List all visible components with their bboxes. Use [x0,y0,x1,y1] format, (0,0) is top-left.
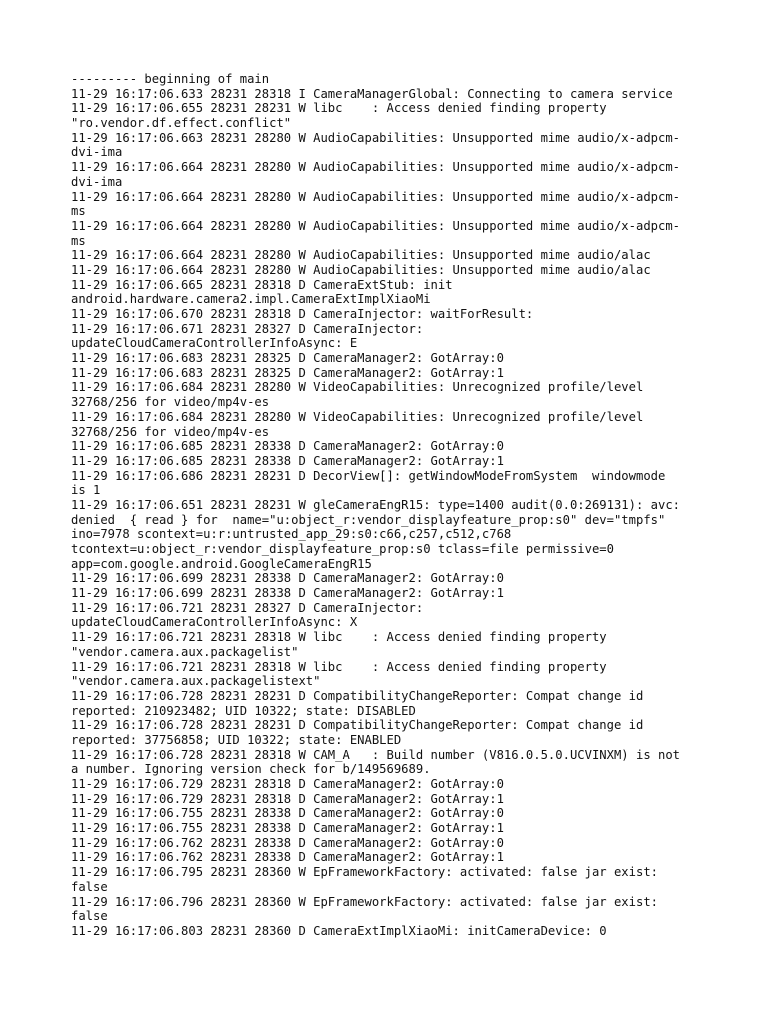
log-line: ino=7978 scontext=u:r:untrusted_app_29:s0:c66,c257,c512,c768 [71,527,512,542]
log-line: is 1 [71,483,101,498]
log-line: android.hardware.camera2.impl.CameraExtImplXiaoMi [71,292,431,307]
log-line: 11-29 16:17:06.729 28231 28318 D CameraManager2: GotArray:1 [71,791,504,806]
log-line: 11-29 16:17:06.755 28231 28338 D CameraManager2: GotArray:0 [71,806,504,821]
log-line: 11-29 16:17:06.664 28231 28280 W AudioCapabilities: Unsupported mime audio/alac [71,248,651,263]
log-line: false [71,909,108,924]
log-line: 11-29 16:17:06.755 28231 28338 D CameraManager2: GotArray:1 [71,821,504,836]
log-line: 11-29 16:17:06.721 28231 28318 W libc : Access denied finding property [71,659,607,674]
log-line: 11-29 16:17:06.795 28231 28360 W EpFrameworkFactory: activated: false jar exist: [71,865,658,880]
log-line: 11-29 16:17:06.728 28231 28231 D CompatibilityChangeReporter: Compat change id [71,688,644,703]
log-line: 11-29 16:17:06.721 28231 28327 D CameraInjector: [71,600,424,615]
log-line: 11-29 16:17:06.664 28231 28280 W AudioCapabilities: Unsupported mime audio/x-adpcm- [71,189,681,204]
log-line: "ro.vendor.df.effect.conflict" [71,116,292,131]
log-line: reported: 37756858; UID 10322; state: ENABLED [71,732,402,747]
log-line: 11-29 16:17:06.796 28231 28360 W EpFrameworkFactory: activated: false jar exist: [71,894,658,909]
log-line: 11-29 16:17:06.664 28231 28280 W AudioCapabilities: Unsupported mime audio/x-adpcm- [71,160,681,175]
log-line: tcontext=u:object_r:vendor_displayfeature_prop:s0 tclass=file permissive=0 [71,542,614,556]
log-line: 11-29 16:17:06.685 28231 28338 D CameraManager2: GotArray:0 [71,439,504,454]
log-line: 11-29 16:17:06.699 28231 28338 D CameraManager2: GotArray:0 [71,571,504,586]
log-line: dvi-ima [71,145,123,160]
log-line: 11-29 16:17:06.686 28231 28231 D DecorView[]: getWindowModeFromSystem windowmode [71,468,666,483]
log-line: ms [71,204,86,219]
log-line: 11-29 16:17:06.762 28231 28338 D CameraManager2: GotArray:1 [71,850,504,865]
log-line: dvi-ima [71,174,123,189]
log-line: app=com.google.android.GoogleCameraEngR15 [71,556,372,571]
log-line: 11-29 16:17:06.728 28231 28318 W CAM_A : Build number (V816.0.5.0.UCVINXM) is not [71,747,681,762]
log-line: "vendor.camera.aux.packagelist" [71,644,299,659]
log-line: a number. Ignoring version check for b/149569689. [71,762,431,777]
log-line: 11-29 16:17:06.721 28231 28318 W libc : Access denied finding property [71,630,607,645]
log-line: 11-29 16:17:06.683 28231 28325 D CameraManager2: GotArray:1 [71,365,504,380]
log-line: 11-29 16:17:06.663 28231 28280 W AudioCapabilities: Unsupported mime audio/x-adpcm- [71,130,681,145]
log-line: 11-29 16:17:06.684 28231 28280 W VideoCapabilities: Unrecognized profile/level [71,409,644,424]
log-line: denied { read } for name="u:object_r:vendor_displayfeature_prop:s0" dev="tmpfs" [71,512,666,527]
log-line: updateCloudCameraControllerInfoAsync: E [71,336,358,351]
log-line: 11-29 16:17:06.664 28231 28280 W AudioCapabilities: Unsupported mime audio/x-adpcm- [71,218,681,233]
log-line: false [71,879,108,894]
log-line: 32768/256 for video/mp4v-es [71,395,270,410]
log-line: ms [71,233,86,248]
log-line: 11-29 16:17:06.651 28231 28231 W gleCameraEngR15: type=1400 audit(0.0:269131): avc: [71,497,681,512]
log-line: 11-29 16:17:06.633 28231 28318 I CameraManagerGlobal: Connecting to camera service [71,86,673,101]
log-line: --------- beginning of main [71,72,270,86]
log-line: 11-29 16:17:06.683 28231 28325 D CameraManager2: GotArray:0 [71,351,504,366]
log-line: reported: 210923482; UID 10322; state: DISABLED [71,703,416,718]
log-text-block [71,72,711,939]
log-line: 11-29 16:17:06.729 28231 28318 D CameraManager2: GotArray:0 [71,777,504,791]
log-line: 11-29 16:17:06.762 28231 28338 D CameraManager2: GotArray:0 [71,835,504,850]
log-line: 11-29 16:17:06.665 28231 28318 D CameraExtStub: init [71,277,453,292]
log-line: 11-29 16:17:06.728 28231 28231 D CompatibilityChangeReporter: Compat change id [71,718,644,733]
log-line: 11-29 16:17:06.664 28231 28280 W AudioCapabilities: Unsupported mime audio/alac [71,262,651,277]
log-line: 11-29 16:17:06.684 28231 28280 W VideoCapabilities: Unrecognized profile/level [71,380,644,395]
log-line: "vendor.camera.aux.packagelistext" [71,674,321,689]
log-line: 11-29 16:17:06.803 28231 28360 D CameraExtImplXiaoMi: initCameraDevice: 0 [71,923,607,938]
log-line: 11-29 16:17:06.685 28231 28338 D CameraManager2: GotArray:1 [71,453,504,468]
log-line: 11-29 16:17:06.671 28231 28327 D CameraInjector: [71,321,424,336]
log-line: 11-29 16:17:06.655 28231 28231 W libc : Access denied finding property [71,101,607,116]
log-line: 32768/256 for video/mp4v-es [71,424,270,439]
log-line: 11-29 16:17:06.699 28231 28338 D CameraManager2: GotArray:1 [71,586,504,601]
log-line: updateCloudCameraControllerInfoAsync: X [71,615,358,630]
log-line: 11-29 16:17:06.670 28231 28318 D CameraInjector: waitForResult: [71,307,534,321]
